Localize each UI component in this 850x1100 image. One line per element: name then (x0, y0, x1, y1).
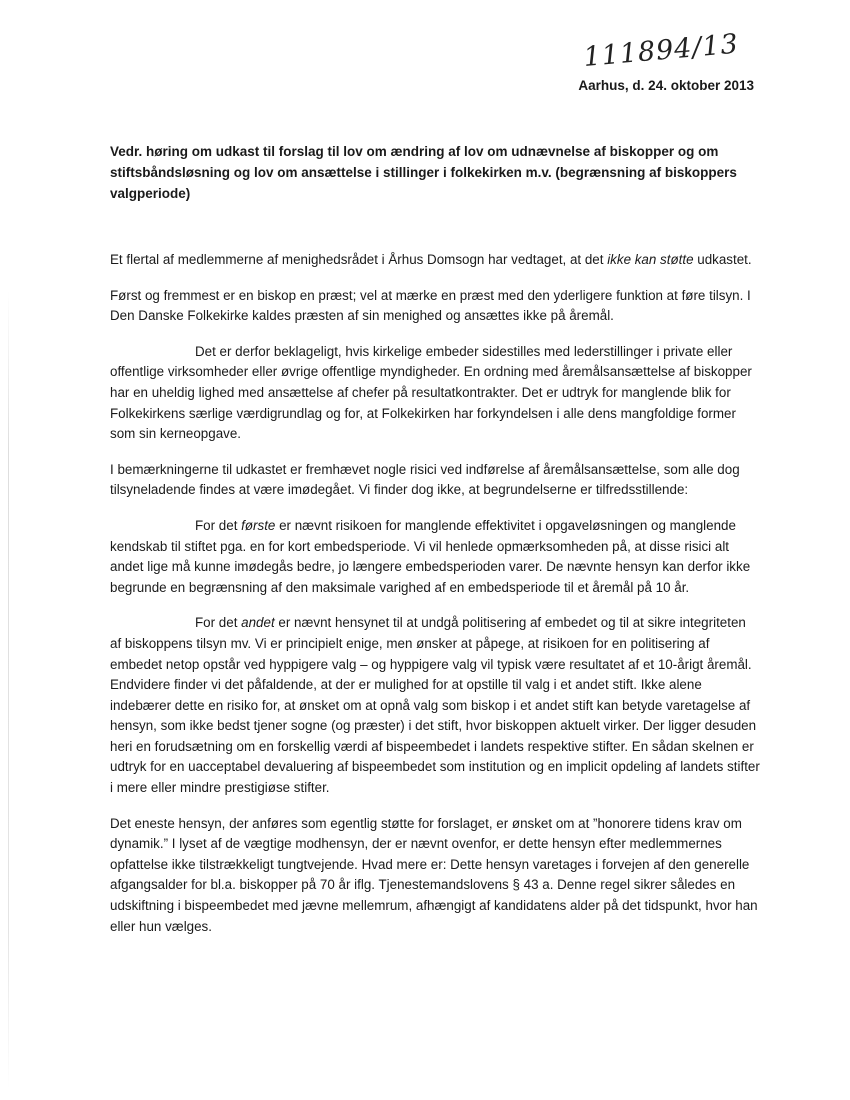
paragraph-4: I bemærkningerne til udkastet er fremhævet nogle risici ved indførelse af åremålsansættelse, som alle dog tilsyneladende findes at være imødegået. Vi finder dog ikke, at begrundelserne er tilfredsstillende: (110, 461, 740, 498)
subject-heading: Vedr. høring om udkast til forslag til lov om ændring af lov om udnævnelse af biskopper og om stiftsbåndsløsning og lov om ansættelse i stillinger i folkekirken m.v. (begrænsning af biskoppers valgperiode) (110, 144, 737, 201)
letter-body (110, 250, 760, 952)
emphasis-text: ikke kan støtte (607, 252, 694, 267)
handwritten-reference-number: 111894/13 (582, 28, 740, 73)
emphasis-text: første (241, 517, 276, 533)
date-line: Aarhus, d. 24. oktober 2013 (578, 78, 754, 93)
paragraph-2: Først og fremmest er en biskop en præst; vel at mærke en præst med den yderligere funktion at føre tilsyn. I Den Danske Folkekirke kaldes præsten af sin menighed og ansættes ikke på åremål. (110, 287, 751, 324)
paragraph-1: Et flertal af medlemmerne af menighedsrådet i Århus Domsogn har vedtaget, at det ikke kan støtte udkastet. (110, 252, 752, 267)
paragraph-6: For det andet er nævnt hensynet til at undgå politisering af embedet og til at sikre integriteten af biskoppens tilsyn mv. Vi er principielt enige, men ønsker at påpege, at risikoen for en politisering af embedet netop opstår ved hyppigere valg – og hyppigere valg vil typisk være resultatet af et 10-årigt åremål. Endvidere finder vi det påfaldende, at der er mulighed for at opstille til valg i et andet stift. Ikke alene indebærer dette en risiko for, at ønsket om at opnå valg som biskop i et andet stift kan betyde varetagelse af hensyn, som ikke bedst tjener sogne (og præster) i det stift, hvor biskoppen aktuelt virker. Der ligger desuden heri en forudsætning om en forskellig værdi af bispeembedet i landets respektive stifter. En sådan skelnen er udtryk for en uacceptabel devaluering af bispeembedet som institution og en implicit opdeling af landets stifter i mere eller mindre prestigiøse stifter. (110, 615, 760, 796)
paragraph-5: For det første er nævnt risikoen for manglende effektivitet i opgaveløsningen og manglende kendskab til stiftet pga. en for kort embedsperiode. Vi vil henlede opmærksomheden på, at disse risici alt andet lige må kunne imødegås bedre, jo længere embedsperioden varer. De nævnte hensyn kan derfor ikke begrunde en begrænsning af den maksimale varighed af en embedsperiode til et åremål på 10 år. (110, 517, 751, 595)
emphasis-text: andet (241, 615, 275, 631)
paragraph-7: Det eneste hensyn, der anføres som egentlig støtte for forslaget, er ønsket om at ”honorere tidens krav om dynamik.” I lyset af de vægtige modhensyn, der er nævnt ovenfor, er dette hensyn efter medlemmernes opfattelse ikke tilstrækkeligt tungtvejende. Hvad mere er: Dette hensyn varetages i forvejen af den generelle afgangsalder for bl.a. biskopper på 70 år iflg. Tjenestemandslovens § 43 a. Denne regel sikrer således en udskiftning i bispeembedet med jævne mellemrum, afhængigt af kandidatens alder på det tidspunkt, hvor han eller hun vælges. (110, 815, 758, 934)
paragraph-3: Det er derfor beklageligt, hvis kirkelige embeder sidestilles med lederstillinger i private eller offentlige virksomheder eller øvrige offentlige myndigheder. En ordning med åremålsansættelse af biskopper har en uheldig lighed med ansættelse af chefer på resultatkontrakter. Det er udtryk for manglende blik for Folkekirkens særlige værdigrundlag og for, at Folkekirken har forkyndelsen i alle dens mangfoldige former som sin kerneopgave. (110, 343, 752, 442)
scan-edge-line (8, 290, 9, 1090)
